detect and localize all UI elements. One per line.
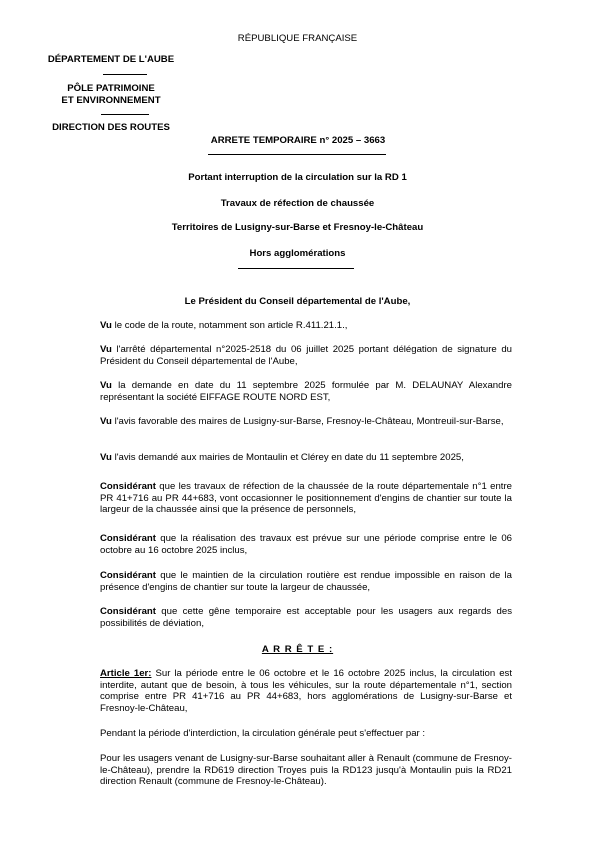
considerant-paragraph xyxy=(100,533,512,556)
vu-paragraph xyxy=(100,416,512,428)
subject-line: Portant interruption de la circulation sur la RD 1 xyxy=(188,172,407,183)
divider xyxy=(238,268,354,269)
considerant-text: que cette gêne temporaire est acceptable pour les usagers aux regards des possibilités de déviation, xyxy=(100,606,512,629)
vu-text: l'avis demandé aux mairies de Montaulin et Clérey en date du 11 septembre 2025, xyxy=(111,452,464,463)
president-line: Le Président du Conseil départemental de l'Aube, xyxy=(184,296,411,307)
divider xyxy=(101,114,149,115)
vu-paragraph xyxy=(100,452,512,464)
article-1-label: Article 1er: xyxy=(100,668,152,679)
considerant-lead: Considérant xyxy=(100,606,156,617)
vu-text: l'arrêté départemental n°2025-2518 du 06 juillet 2025 portant délégation de signature du Président du Conseil départemental de l'Aube, xyxy=(100,344,512,367)
vu-lead: Vu xyxy=(100,416,112,427)
vu-text: la demande en date du 11 septembre 2025 formulée par M. DELAUNAY Alexandre représentant la société EIFFAGE ROUTE NORD EST, xyxy=(100,380,512,403)
article-1-paragraph xyxy=(100,668,512,714)
vu-lead: Vu xyxy=(100,452,112,463)
vu-lead: Vu xyxy=(100,380,112,391)
arrete-title: ARRETE TEMPORAIRE n° 2025 – 3663 xyxy=(210,135,386,146)
vu-text: l'avis favorable des maires de Lusigny-sur-Barse, Fresnoy-le-Château, Montreuil-sur-Barse, xyxy=(111,416,504,427)
subject-line: Travaux de réfection de chaussée xyxy=(220,198,375,209)
deviation-text: Pour les usagers venant de Lusigny-sur-Barse souhaitant aller à Renault (commune de Fresnoy-le-Château), prendre la RD619 direction Troyes puis la RD123 jusqu'à Montaulin puis la RD21 direction Renault (commune de Fresnoy-le-Château). xyxy=(100,753,512,788)
considerant-lead: Considérant xyxy=(100,570,156,581)
article-1-text: Sur la période entre le 06 octobre et le 16 octobre 2025 inclus, la circulation est interdite, autant que de besoin, à tous les véhicules, sur la route départementale n°1, section comprise entre PR 41+716 au PR 44+683, hors agglomérations de Lusigny-sur-Barse et Fresnoy-le-Château, xyxy=(100,668,513,714)
considerant-text: que la réalisation des travaux est prévue sur une période comprise entre le 06 octobre au 16 octobre 2025 inclus, xyxy=(100,533,512,556)
vu-paragraph xyxy=(100,344,512,367)
considerant-lead: Considérant xyxy=(100,481,156,492)
divider xyxy=(208,154,386,155)
pole-heading-line2: ET ENVIRONNEMENT xyxy=(61,95,161,106)
vu-lead: Vu xyxy=(100,344,112,355)
vu-paragraph xyxy=(100,320,512,332)
pole-heading-line1: PÔLE PATRIMOINE xyxy=(67,83,155,94)
pendant-paragraph xyxy=(100,728,512,740)
direction-heading: DIRECTION DES ROUTES xyxy=(52,122,170,133)
considerant-paragraph xyxy=(100,481,512,516)
vu-text: le code de la route, notamment son article R.411.21.1., xyxy=(111,320,348,331)
arrete-heading: A R R Ê T E : xyxy=(261,644,334,655)
considerant-lead: Considérant xyxy=(100,533,156,544)
divider xyxy=(103,74,147,75)
subject-line: Territoires de Lusigny-sur-Barse et Fresnoy-le-Château xyxy=(171,222,424,233)
vu-paragraph xyxy=(100,380,512,403)
departement-heading: DÉPARTEMENT DE L'AUBE xyxy=(47,54,175,65)
republique-heading: RÉPUBLIQUE FRANÇAISE xyxy=(237,33,358,44)
considerant-paragraph xyxy=(100,606,512,629)
considerant-text: que le maintien de la circulation routière est rendue impossible en raison de la présence d'engins de chantier sur toute la largeur de chaussée, xyxy=(100,570,512,593)
deviation-paragraph xyxy=(100,753,512,788)
considerant-paragraph xyxy=(100,570,512,593)
considerant-text: que les travaux de réfection de la chaussée de la route départementale n°1 entre PR 41+716 au PR 44+683, vont occasionner le positionnement d'engins de chantier sur toute la largeur de la chaussée ainsi que la présence de personnels, xyxy=(100,481,512,516)
pendant-text: Pendant la période d'interdiction, la circulation générale peut s'effectuer par : xyxy=(100,728,426,739)
subject-line: Hors agglomérations xyxy=(249,248,346,259)
vu-lead: Vu xyxy=(100,320,112,331)
